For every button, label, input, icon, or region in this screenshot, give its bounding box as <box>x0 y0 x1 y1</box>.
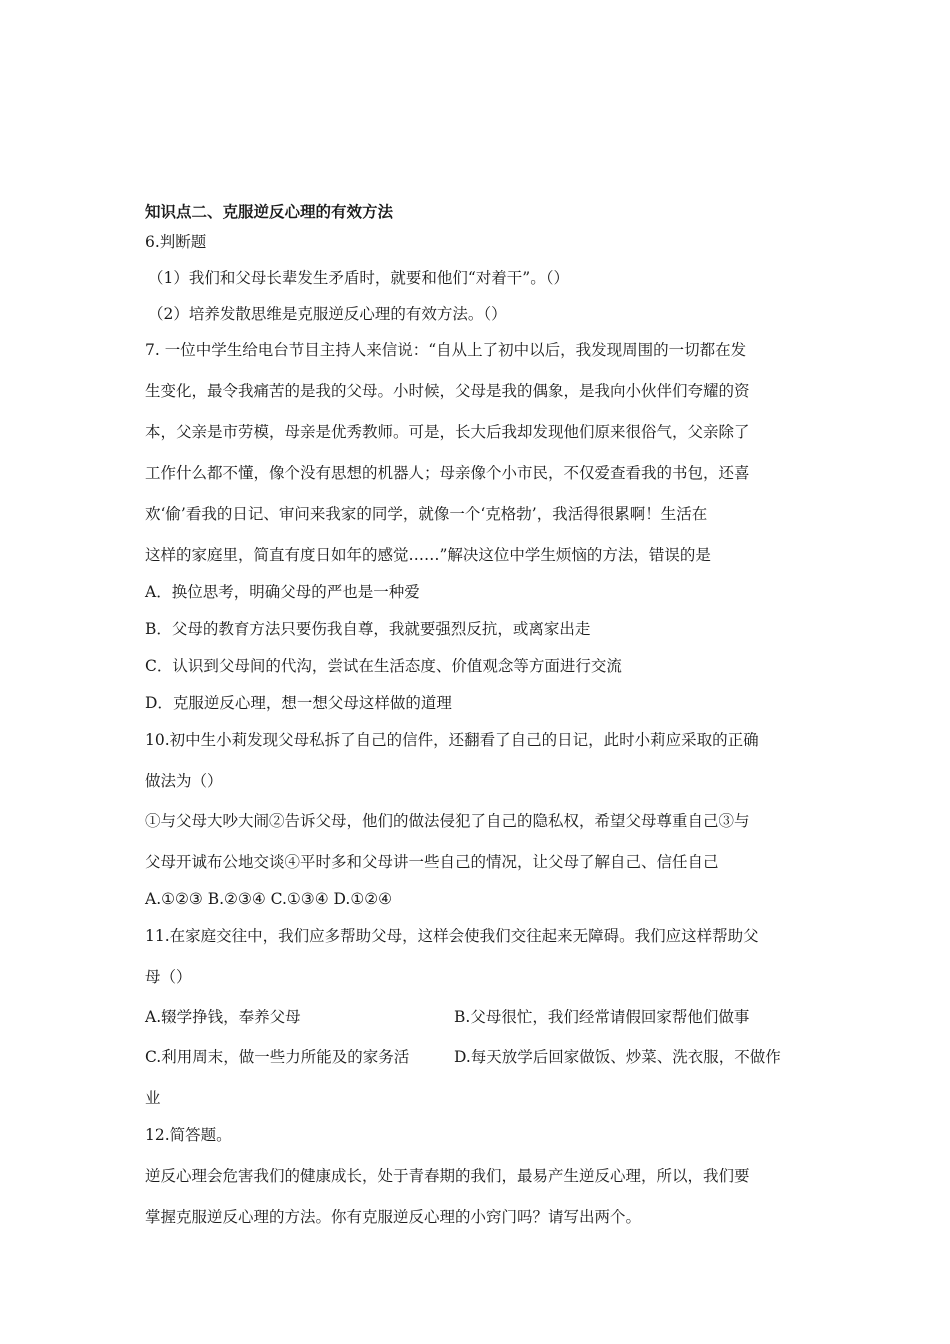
q6-item-2: （2）培养发散思维是克服逆反心理的有效方法。（） <box>148 305 507 323</box>
q7-option-b: B．父母的教育方法只要伤我自尊，我就要强烈反抗，或离家出走 <box>145 620 591 638</box>
q11-line-2: 母（） <box>145 968 192 986</box>
q7-line-6: 这样的家庭里，简直有度日如年的感觉……”解决这位中学生烦恼的方法，错误的是 <box>145 546 711 564</box>
q11-line-1: 11.在家庭交往中，我们应多帮助父母，这样会使我们交往起来无障碍。我们应这样帮助父 <box>145 927 759 945</box>
q7-line-4: 工作什么都不懂，像个没有思想的机器人；母亲像个小市民，不仅爱查看我的书包，还喜 <box>145 464 750 482</box>
q11-option-b: B.父母很忙，我们经常请假回家帮他们做事 <box>454 1008 750 1026</box>
q11-option-c: C.利用周末，做一些力所能及的家务活 <box>145 1048 410 1066</box>
q7-line-2: 生变化，最令我痛苦的是我的父母。小时候，父母是我的偶象，是我向小伙伴们夸耀的资 <box>145 382 750 400</box>
q10-line-3: ①与父母大吵大闹②告诉父母，他们的做法侵犯了自己的隐私权，希望父母尊重自己③与 <box>145 812 750 830</box>
section-title: 知识点二、克服逆反心理的有效方法 <box>145 202 394 221</box>
q10-line-2: 做法为（） <box>145 772 223 790</box>
q7-line-1: 7. 一位中学生给电台节目主持人来信说：“自从上了初中以后，我发现周围的一切都在发 <box>145 341 747 359</box>
q12-title: 12.简答题。 <box>145 1126 232 1144</box>
q7-line-5: 欢‘偷’看我的日记、审问来我家的同学，就像一个‘克格勃’，我活得很累啊！生活在 <box>145 505 708 523</box>
q11-options-row-1 <box>145 1007 810 1047</box>
q7-option-a: A．换位思考，明确父母的严也是一种爱 <box>145 583 420 601</box>
q11-option-d-continued: 业 <box>145 1089 161 1107</box>
q6-title: 6.判断题 <box>145 233 207 251</box>
q7-option-c: C．认识到父母间的代沟，尝试在生活态度、价值观念等方面进行交流 <box>145 657 622 675</box>
q6-item-1: （1）我们和父母长辈发生矛盾时，就要和他们“对着干”。（） <box>148 269 569 287</box>
q10-options: A.①②③ B.②③④ C.①③④ D.①②④ <box>145 890 393 908</box>
q11-option-d: D.每天放学后回家做饭、炒菜、洗衣服，不做作 <box>454 1048 781 1066</box>
q11-options-row-2 <box>145 1047 810 1088</box>
q7-line-3: 本，父亲是市劳模，母亲是优秀教师。可是，长大后我却发现他们原来很俗气，父亲除了 <box>145 423 750 441</box>
q11-option-a: A.辍学挣钱，奉养父母 <box>145 1008 301 1026</box>
q10-line-4: 父母开诚布公地交谈④平时多和父母讲一些自己的情况，让父母了解自己、信任自己 <box>145 853 719 871</box>
q12-line-2: 掌握克服逆反心理的方法。你有克服逆反心理的小窍门吗？请写出两个。 <box>145 1208 642 1226</box>
document-page <box>145 190 810 1244</box>
q12-line-1: 逆反心理会危害我们的健康成长，处于青春期的我们，最易产生逆反心理，所以，我们要 <box>145 1167 750 1185</box>
q10-line-1: 10.初中生小莉发现父母私拆了自己的信件，还翻看了自己的日记，此时小莉应采取的正确 <box>145 731 759 749</box>
q7-option-d: D．克服逆反心理，想一想父母这样做的道理 <box>145 694 452 712</box>
